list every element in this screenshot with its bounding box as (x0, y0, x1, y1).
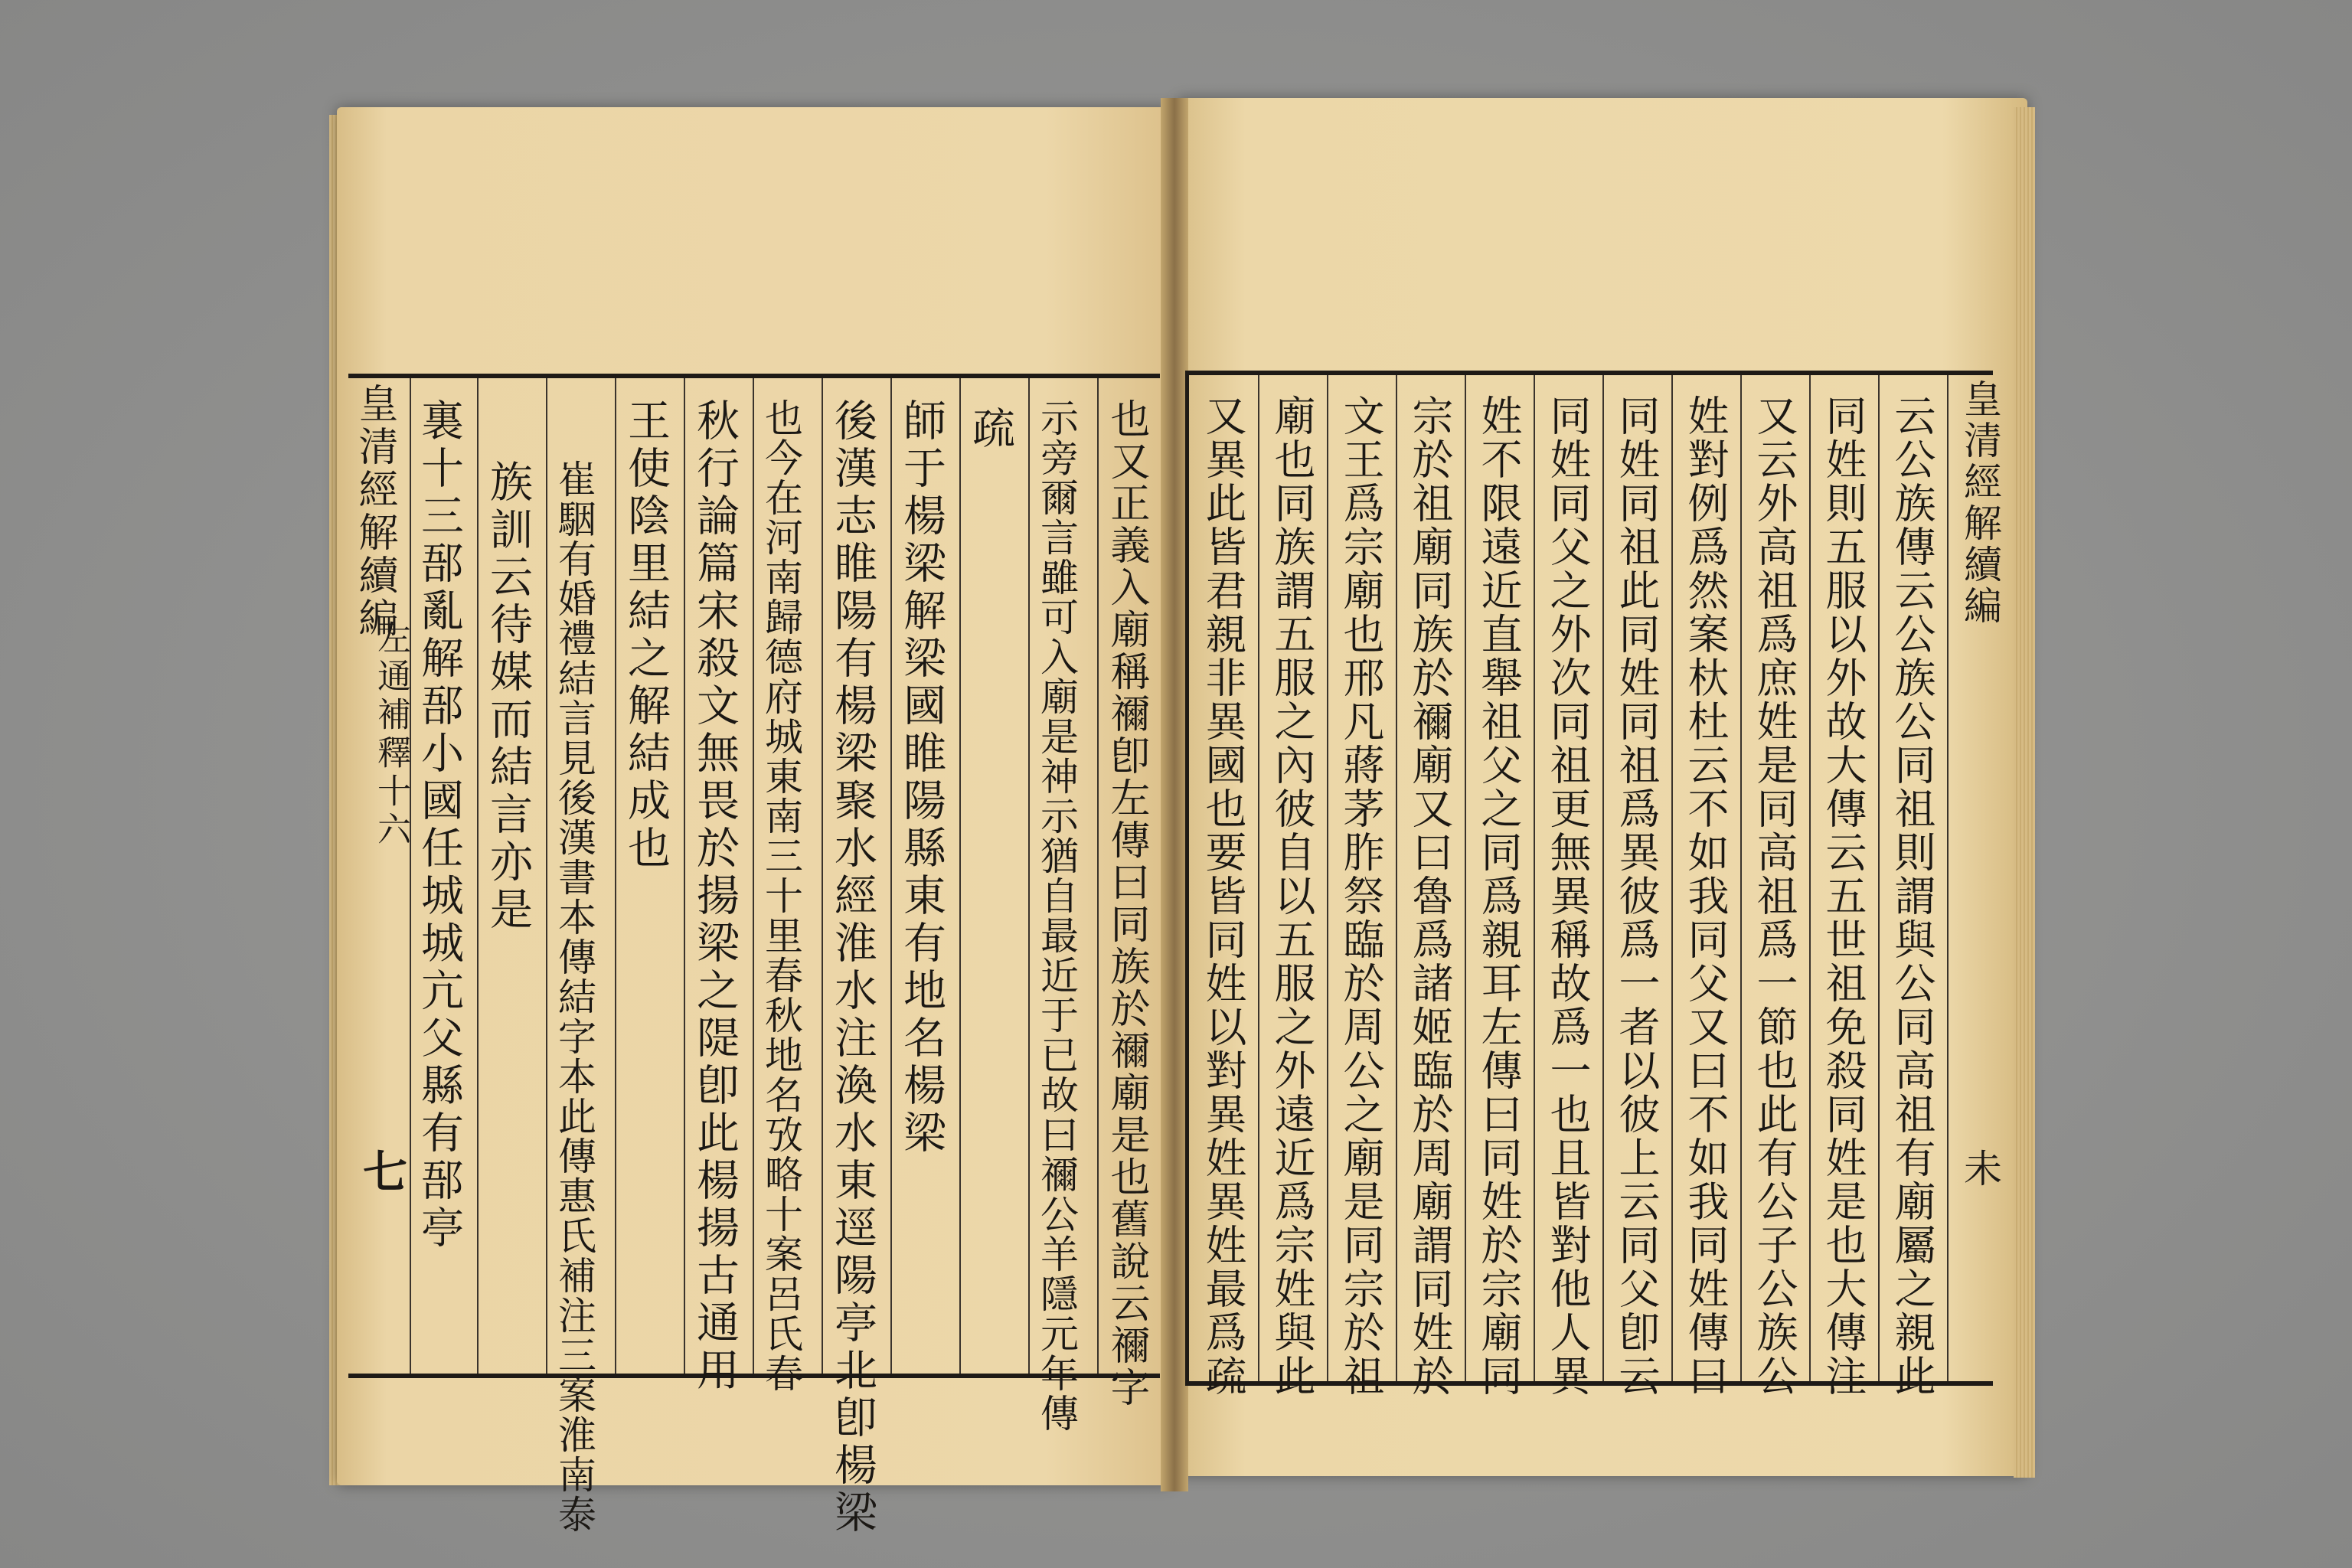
right-text-column: 姓對例爲然案杕杜云不如我同父又曰不如我同姓傳曰 (1681, 394, 1730, 1398)
left-column-divider (753, 378, 754, 1374)
left-text-column: 疏 (965, 406, 1015, 453)
left-text-column: 裏十三郚亂解郚小國任城城亢父縣有郚亭 (414, 398, 464, 1253)
left-column-divider (615, 378, 616, 1374)
left-text-column: 秋行論篇宋殺文無畏於揚梁之隄卽此楊揚古通用 (690, 398, 740, 1395)
left-column-divider (890, 378, 892, 1374)
left-text-column: 也今在河南歸德府城東南三十里春秋地名攷略十案呂氏春 (759, 398, 803, 1393)
right-column-divider (1740, 375, 1742, 1381)
left-column-divider (477, 378, 479, 1374)
left-text-column: 王使陰里結之解結成也 (621, 398, 671, 873)
right-margin-title: 皇清經解續編 (1958, 379, 2002, 627)
right-column-divider (1671, 375, 1673, 1381)
right-text-column: 又云外高祖爲庶姓是同高祖爲一節也此有公子公族公 (1750, 394, 1798, 1398)
right-text-column: 文王爲宗廟也邢凡蔣茅胙祭臨於周公之廟是同宗於祖 (1337, 394, 1385, 1398)
right-column-divider (1534, 375, 1535, 1381)
left-column-divider (546, 378, 547, 1374)
left-running-title: 左通補釋十六 (371, 620, 410, 850)
left-column-divider (822, 378, 823, 1374)
right-text-column: 同姓同父之外次同祖更無異稱故爲一也且皆對他人異 (1544, 394, 1592, 1398)
left-text-column: 也又正義入廟稱禰卽左傳曰同族於禰廟是也舊說云禰字 (1103, 398, 1149, 1409)
right-text-column: 姓不限遠近直舉祖父之同爲親耳左傳曰同姓於宗廟同 (1475, 394, 1523, 1398)
right-column-divider (1327, 375, 1328, 1381)
right-corner-mark: 未 (1958, 1148, 2002, 1187)
right-text-column: 又異此皆君親非異國也要皆同姓以對異姓異姓最爲疏 (1199, 394, 1247, 1398)
right-column-divider (1809, 375, 1811, 1381)
left-column-divider (1028, 378, 1030, 1374)
left-text-column: 師于楊梁解梁國睢陽縣東有地名楊梁 (897, 398, 946, 1158)
right-column-divider (1947, 375, 1949, 1381)
left-text-column: 族訓云待媒而結言亦是 (483, 459, 533, 934)
right-text-column: 同姓則五服以外故大傳云五世祖免殺同姓是也大傳注 (1819, 394, 1867, 1398)
page-number: 七 (355, 1148, 407, 1193)
right-column-divider (1878, 375, 1880, 1381)
right-column-divider (1396, 375, 1397, 1381)
right-text-column: 宗於祖廟同族於禰廟又曰魯爲諸姬臨於周廟謂同姓於 (1406, 394, 1454, 1398)
left-text-column: 崔駰有婚禮結言見後漢書本傳結字本此傳惠氏補注三案淮南泰 (552, 459, 596, 1534)
left-margin-title: 皇清經解續編 (351, 383, 397, 640)
right-column-divider (1602, 375, 1604, 1381)
right-column-divider (1258, 375, 1259, 1381)
right-page-edges (2014, 107, 2035, 1478)
book-gutter (1161, 98, 1188, 1491)
left-column-divider (684, 378, 685, 1374)
right-text-column: 廟也同族謂五服之內彼自以五服之外遠近爲宗姓與此 (1268, 394, 1316, 1398)
left-column-divider (1097, 378, 1099, 1374)
left-text-column: 後漢志睢陽有楊梁聚水經淮水注渙水東逕陽亭北卽楊梁 (828, 398, 877, 1537)
right-text-column: 云公族傳云公族公同祖則謂與公同高祖有廟屬之親此 (1888, 394, 1936, 1398)
left-text-column: 示旁爾言雖可入廟是神示猶自最近于已故曰禰公羊隱元年傳 (1034, 398, 1079, 1433)
right-column-divider (1465, 375, 1466, 1381)
right-text-column: 同姓同祖此同姓同祖爲異彼爲一者以彼上云同父卽云 (1612, 394, 1661, 1398)
left-column-divider (410, 378, 411, 1374)
left-column-divider (959, 378, 961, 1374)
